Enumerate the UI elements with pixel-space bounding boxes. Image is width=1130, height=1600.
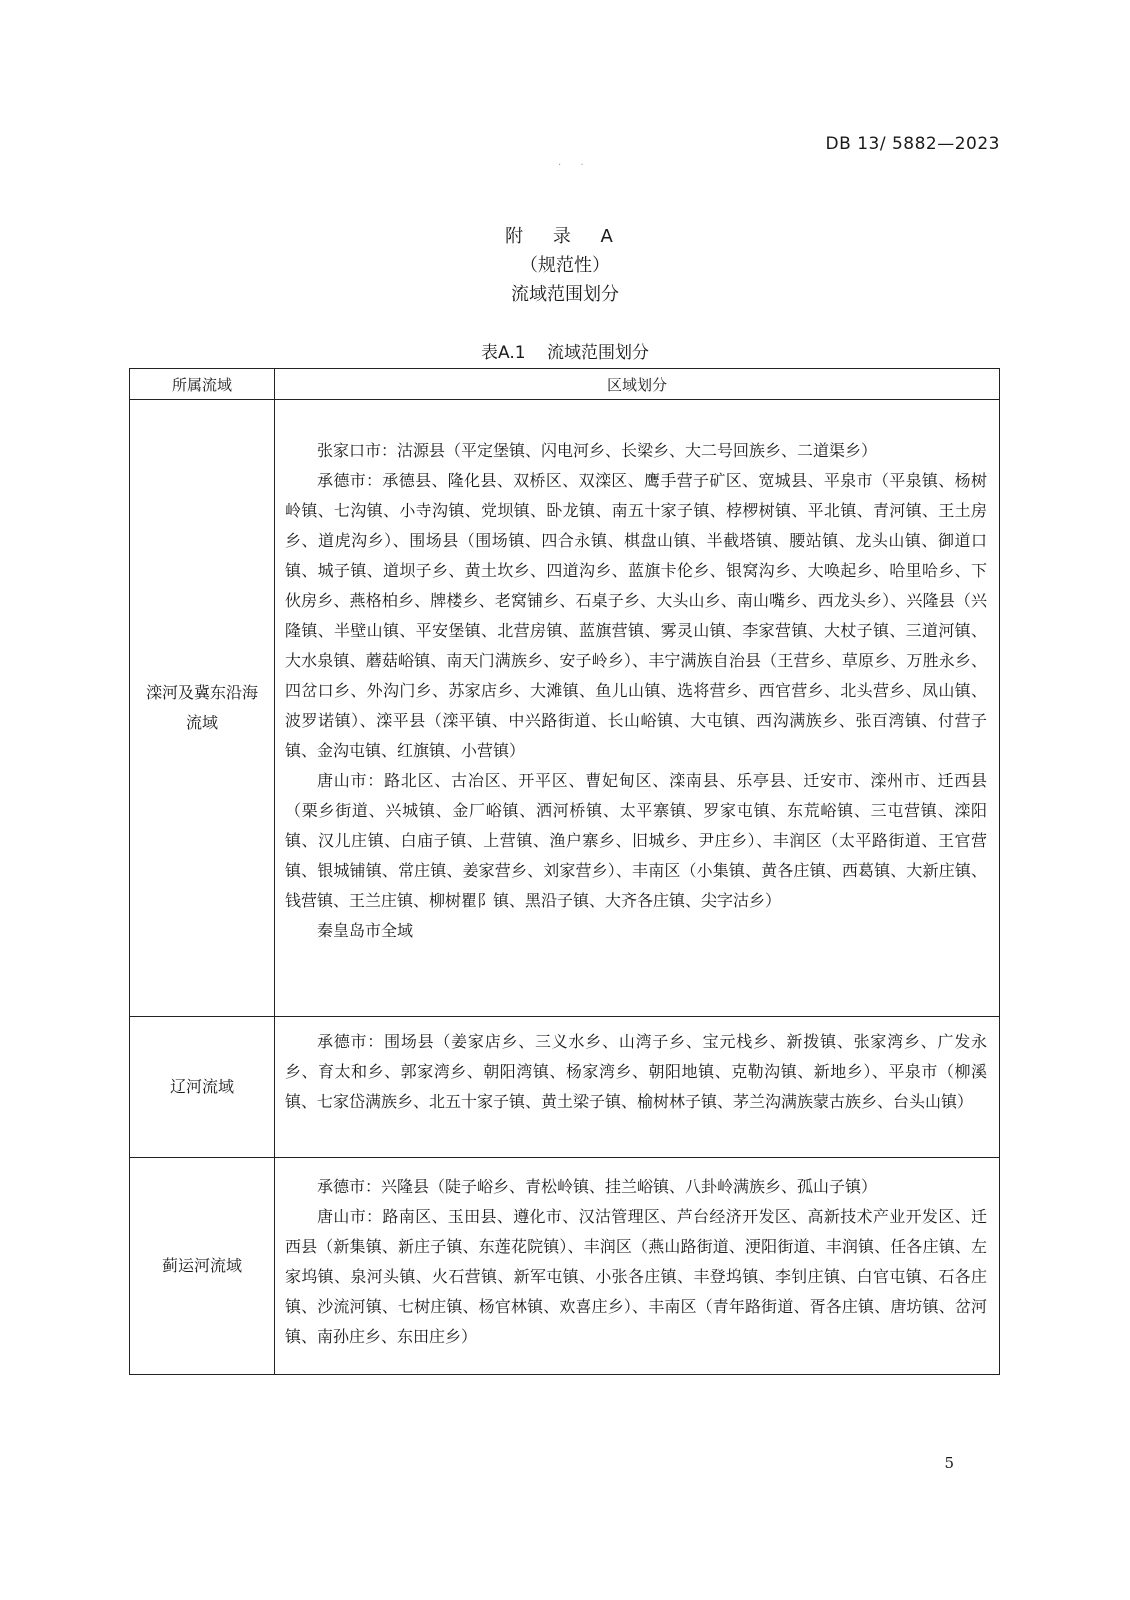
page-number: 5 <box>944 1454 954 1472</box>
division-paragraph: 唐山市：路南区、玉田县、遵化市、汉沽管理区、芦台经济开发区、高新技术产业开发区、迁西县（新集镇、新庄子镇、东莲花院镇）、丰润区（燕山路街道、浭阳街道、丰润镇、任各庄镇、左家坞镇、泉河头镇、火石营镇、新军屯镇、小张各庄镇、丰登坞镇、李钊庄镇、白官屯镇、石各庄镇、沙流河镇、七树庄镇、杨官林镇、欢喜庄乡）、丰南区（青年路街道、胥各庄镇、唐坊镇、岔河镇、南孙庄乡、东田庄乡） <box>285 1207 987 1346</box>
table-caption <box>0 338 1130 363</box>
division-paragraph: 唐山市：路北区、古冶区、开平区、曹妃甸区、滦南县、乐亭县、迁安市、滦州市、迁西县（栗乡街道、兴城镇、金厂峪镇、洒河桥镇、太平寨镇、罗家屯镇、东荒峪镇、三屯营镇、滦阳镇、汉儿庄镇、白庙子镇、上营镇、渔户寨乡、旧城乡、尹庄乡）、丰润区（太平路街道、王官营镇、银城铺镇、常庄镇、姜家营乡、刘家营乡）、丰南区（小集镇、黄各庄镇、西葛镇、大新庄镇、钱营镇、王兰庄镇、柳树瞿阝镇、黑沿子镇、大齐各庄镇、尖字沽乡） <box>285 771 987 910</box>
appendix-title-block <box>0 222 1130 309</box>
region-cell: 辽河流域 <box>130 1017 275 1158</box>
region-cell: 滦河及冀东沿海流域 <box>130 400 275 1017</box>
division-paragraph: 承德市：承德县、隆化县、双桥区、双滦区、鹰手营子矿区、宽城县、平泉市（平泉镇、杨树岭镇、七沟镇、小寺沟镇、党坝镇、卧龙镇、南五十家子镇、桲椤树镇、平北镇、青河镇、王土房乡、道虎沟乡）、围场县（围场镇、四合永镇、棋盘山镇、半截塔镇、腰站镇、龙头山镇、御道口镇、城子镇、道坝子乡、黄土坎乡、四道沟乡、蓝旗卡伦乡、银窝沟乡、大唤起乡、哈里哈乡、下伙房乡、燕格柏乡、牌楼乡、老窝铺乡、石桌子乡、大头山乡、南山嘴乡、西龙头乡）、兴隆县（兴隆镇、半壁山镇、平安堡镇、北营房镇、蓝旗营镇、雾灵山镇、李家营镇、大杖子镇、三道河镇、大水泉镇、蘑菇峪镇、南天门满族乡、安子岭乡）、丰宁满族自治县（王营乡、草原乡、万胜永乡、四岔口乡、外沟门乡、苏家店乡、大滩镇、鱼儿山镇、选将营乡、西官营乡、北头营乡、凤山镇、波罗诺镇）、滦平县（滦平镇、中兴路街道、长山峪镇、大屯镇、西沟满族乡、张百湾镇、付营子镇、金沟屯镇、红旗镇、小营镇） <box>285 471 987 760</box>
division-paragraph: 张家口市：沽源县（平定堡镇、闪电河乡、长梁乡、大二号回族乡、二道渠乡） <box>317 441 878 460</box>
table-caption-id: 表A.1 <box>481 343 526 363</box>
division-cell <box>275 1017 1000 1158</box>
table-row <box>130 1158 1000 1375</box>
division-paragraph: 秦皇岛市全域 <box>317 921 414 940</box>
table-row <box>130 400 1000 1017</box>
table-caption-title: 流域范围划分 <box>546 343 649 363</box>
region-cell: 蓟运河流域 <box>130 1158 275 1375</box>
division-cell <box>275 400 1000 1017</box>
column-header-basin: 所属流域 <box>130 369 275 400</box>
table-header-row <box>130 369 1000 400</box>
appendix-heading: 流域范围划分 <box>511 284 619 305</box>
column-header-division: 区域划分 <box>275 369 1000 400</box>
division-paragraph: 承德市：兴隆县（陡子峪乡、青松岭镇、挂兰峪镇、八卦岭满族乡、孤山子镇） <box>317 1177 878 1196</box>
header-dots: · · <box>558 160 592 171</box>
division-cell <box>275 1158 1000 1375</box>
appendix-subtitle: （规范性） <box>520 255 610 276</box>
table-row <box>130 1017 1000 1158</box>
standard-code: DB 13/ 5882—2023 <box>825 134 1000 154</box>
appendix-title: 附 录 A <box>505 226 625 247</box>
basin-division-table <box>129 368 1000 1375</box>
division-paragraph: 承德市：围场县（姜家店乡、三义水乡、山湾子乡、宝元栈乡、新拨镇、张家湾乡、广发永乡、育太和乡、郭家湾乡、朝阳湾镇、杨家湾乡、朝阳地镇、克勒沟镇、新地乡）、平泉市（柳溪镇、七家岱满族乡、北五十家子镇、黄土梁子镇、榆树林子镇、茅兰沟满族蒙古族乡、台头山镇） <box>285 1032 987 1111</box>
